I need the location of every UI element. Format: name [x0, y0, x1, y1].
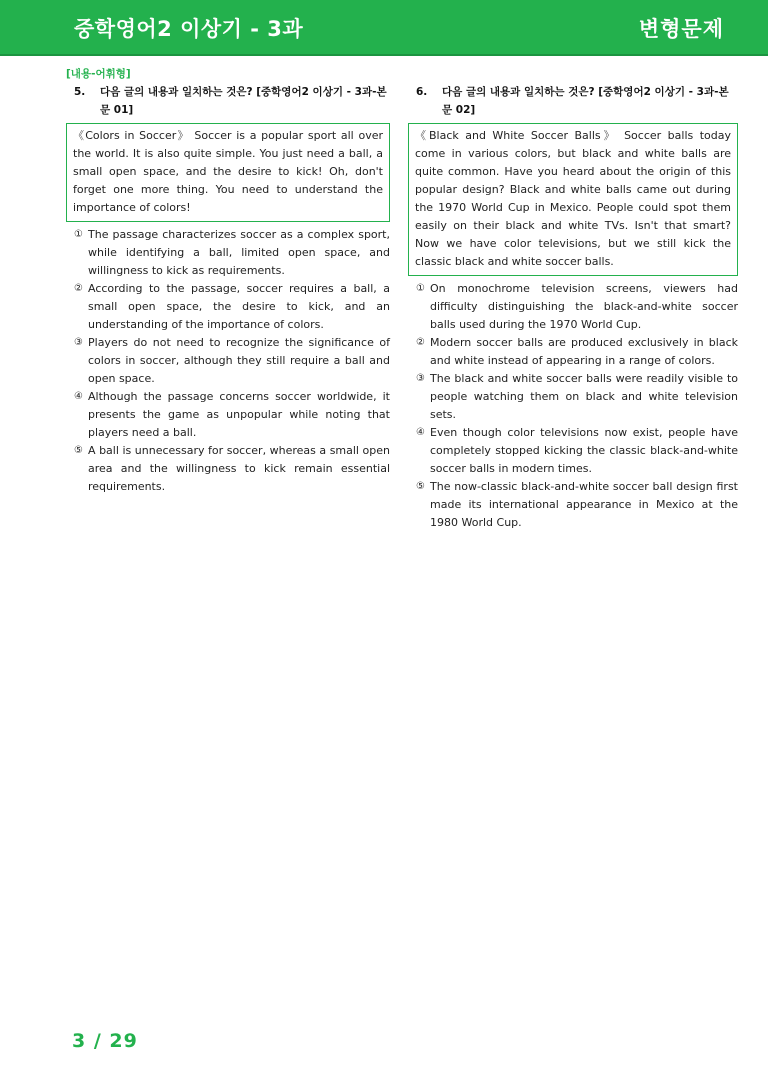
left-column: [66, 66, 390, 496]
header-title: 중학영어2 이상기 - 3과: [74, 17, 304, 41]
answer-option[interactable]: [408, 370, 738, 424]
question-number: 5.: [74, 86, 86, 98]
right-column: [408, 66, 738, 532]
option-marker: ⑤: [416, 481, 425, 492]
header-section-label: 변형문제: [638, 17, 724, 41]
option-marker: ③: [416, 373, 425, 384]
option-text: Players do not need to recognize the significance of colors in soccer, although they still require a ball and open space.: [88, 336, 390, 385]
question-number: 6.: [416, 86, 428, 98]
option-text: On monochrome television screens, viewers had difficulty distinguishing the black-and-white soccer balls used during the 1970 World Cup.: [430, 282, 738, 331]
option-text: The black and white soccer balls were readily visible to people watching them on black and white television sets.: [430, 372, 738, 421]
option-marker: ④: [416, 427, 425, 438]
option-marker: ④: [74, 391, 83, 402]
answer-option[interactable]: [66, 388, 390, 442]
answer-option[interactable]: [408, 334, 738, 370]
answer-options: [408, 280, 738, 532]
option-marker: ①: [74, 229, 83, 240]
answer-option[interactable]: [66, 226, 390, 280]
page-number: 3 / 29: [72, 1030, 138, 1052]
option-text: Modern soccer balls are produced exclusively in black and white instead of appearing in a range of colors.: [430, 336, 738, 367]
answer-option[interactable]: [66, 280, 390, 334]
answer-option[interactable]: [408, 478, 738, 532]
answer-option[interactable]: [408, 280, 738, 334]
option-marker: ⑤: [74, 445, 83, 456]
answer-option[interactable]: [66, 334, 390, 388]
question-heading: [408, 83, 738, 119]
option-text: Although the passage concerns soccer worldwide, it presents the game as unpopular while noting that players need a ball.: [88, 390, 390, 439]
page-header: [0, 0, 768, 56]
question-category: [내용-어휘형]: [66, 68, 131, 80]
option-marker: ①: [416, 283, 425, 294]
answer-option[interactable]: [66, 442, 390, 496]
question-title: 다음 글의 내용과 일치하는 것은? [중학영어2 이상기 - 3과-본문 02]: [442, 86, 729, 116]
option-marker: ③: [74, 337, 83, 348]
answer-option[interactable]: [408, 424, 738, 478]
question-heading: [66, 83, 390, 119]
option-marker: ②: [74, 283, 83, 294]
option-text: A ball is unnecessary for soccer, whereas a small open area and the willingness to kick remain essential requirements.: [88, 444, 390, 493]
option-text: The passage characterizes soccer as a complex sport, while identifying a ball, limited open space, and willingness to kick as requirements.: [88, 228, 390, 277]
passage-box: 《Colors in Soccer》 Soccer is a popular sport all over the world. It is also quite simple. You just need a ball, a small open space, and the desire to kick! Oh, don't forget one more thing. You need to understand the importance of colors!: [66, 123, 390, 222]
option-text: Even though color televisions now exist, people have completely stopped kicking the classic black-and-white soccer balls in modern times.: [430, 426, 738, 475]
option-text: The now-classic black-and-white soccer ball design first made its international appearance in Mexico at the 1980 World Cup.: [430, 480, 738, 529]
passage-box: 《Black and White Soccer Balls》 Soccer balls today come in various colors, but black and white balls are quite common. Have you heard about the origin of this popular design? Black and white balls came out during the 1970 World Cup in Mexico. People could spot them easily on their black and white TVs. Isn't that smart? Now we have color televisions, but we still kick the classic black and white soccer balls.: [408, 123, 738, 276]
option-marker: ②: [416, 337, 425, 348]
answer-options: [66, 226, 390, 496]
question-title: 다음 글의 내용과 일치하는 것은? [중학영어2 이상기 - 3과-본문 01]: [100, 86, 387, 116]
option-text: According to the passage, soccer requires a ball, a small open space, the desire to kick, and an understanding of the importance of colors.: [88, 282, 390, 331]
category-spacer: [408, 66, 738, 83]
